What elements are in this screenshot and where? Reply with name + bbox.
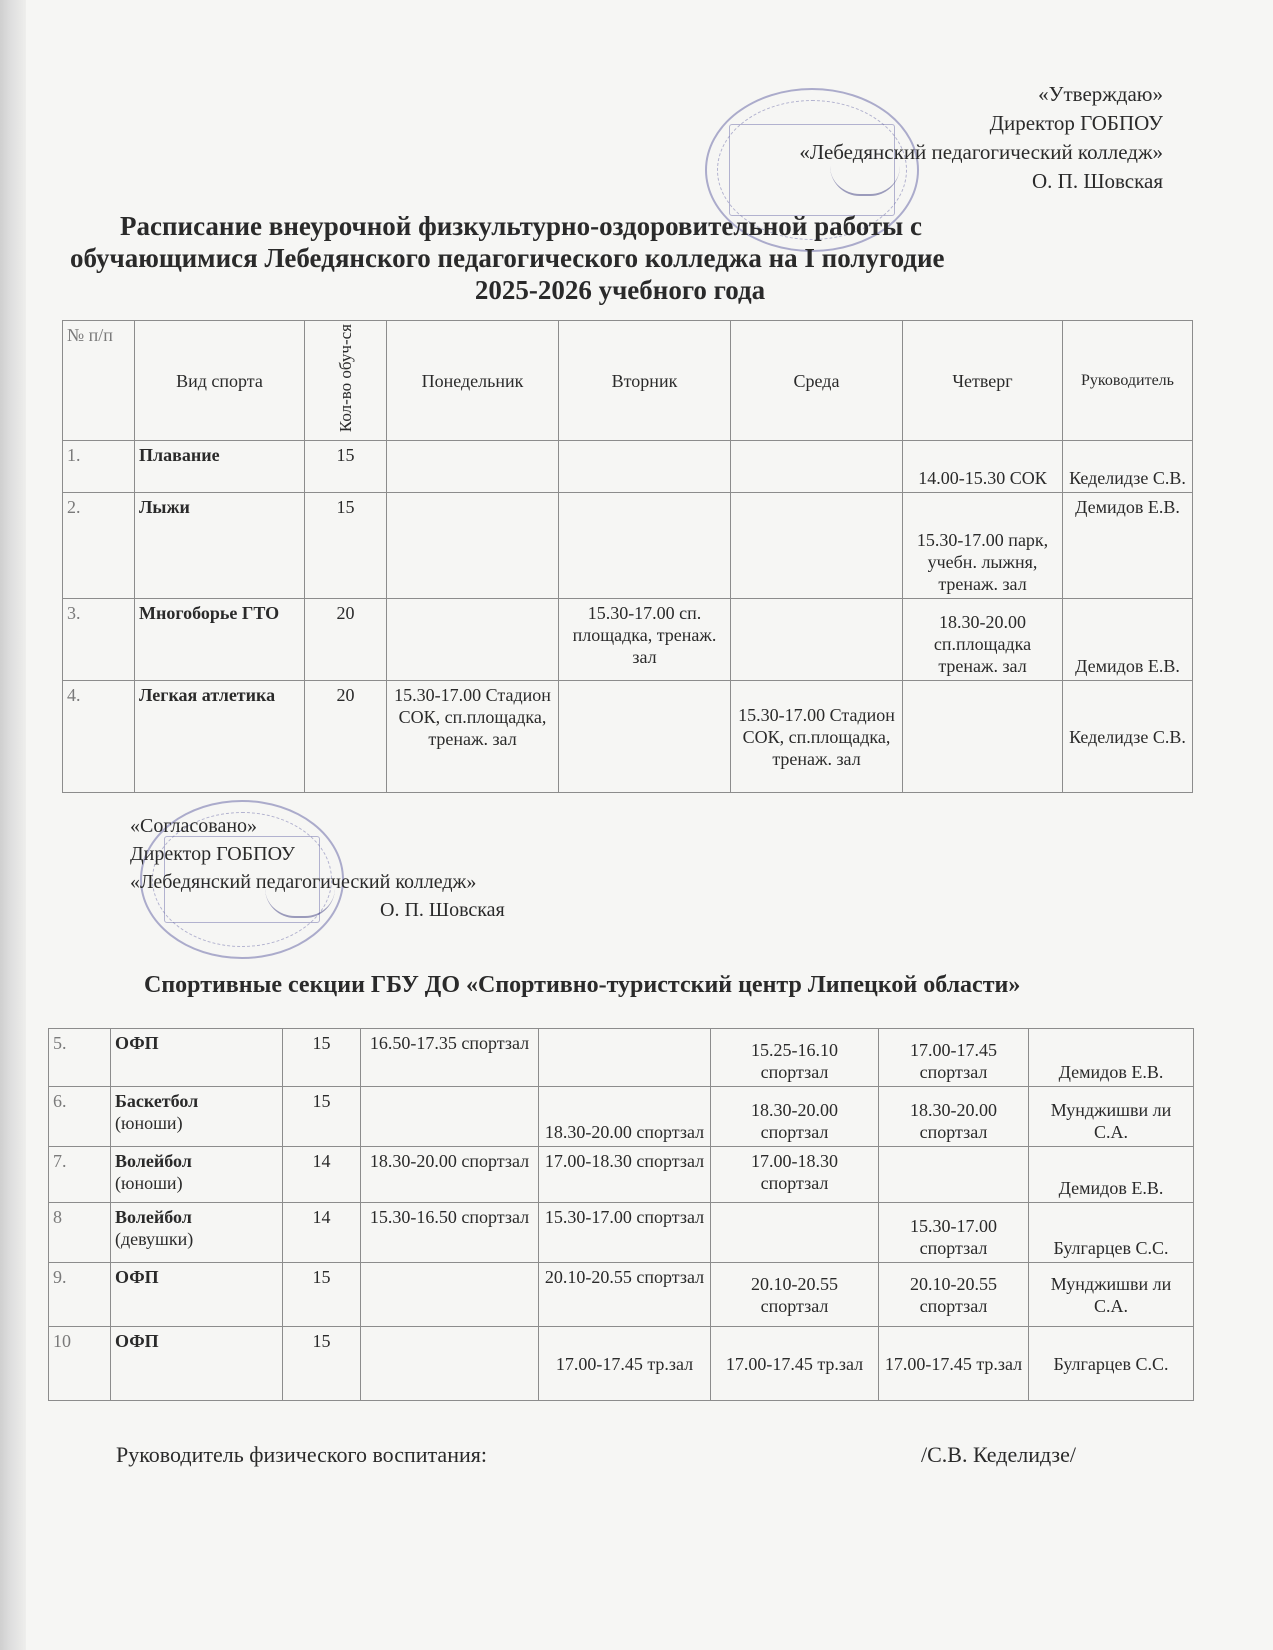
row-count: 20 bbox=[305, 681, 387, 793]
row-sport: Волейбол bbox=[115, 1207, 192, 1227]
table-row bbox=[63, 681, 1193, 793]
row-mon bbox=[387, 493, 559, 599]
header-tue: Вторник bbox=[559, 321, 731, 441]
agreed-name: О. П. Шовская bbox=[380, 899, 505, 921]
row-sport-note: (юноши) bbox=[115, 1173, 183, 1193]
row-lead: Кеделидзе С.В. bbox=[1063, 681, 1193, 793]
row-tue bbox=[559, 493, 731, 599]
row-count: 15 bbox=[283, 1087, 361, 1147]
agreed-block bbox=[130, 812, 505, 924]
row-mon bbox=[361, 1087, 539, 1147]
row-tue: 17.00-18.30 спортзал bbox=[539, 1147, 711, 1203]
row-mon bbox=[361, 1263, 539, 1327]
row-thu: 18.30-20.00 сп.площадка тренаж. зал bbox=[903, 599, 1063, 681]
row-lead: Булгарцев С.С. bbox=[1029, 1327, 1194, 1401]
title-line-3: 2025-2026 учебного года bbox=[474, 275, 766, 305]
row-count: 14 bbox=[283, 1147, 361, 1203]
row-sport: ОФП bbox=[115, 1267, 159, 1287]
table-row bbox=[63, 599, 1193, 681]
row-num: 2. bbox=[63, 493, 135, 599]
row-thu: 17.00-17.45 спортзал bbox=[879, 1029, 1029, 1087]
agreed-position: Директор ГОБПОУ bbox=[130, 843, 296, 865]
row-wed bbox=[731, 441, 903, 493]
row-lead: Булгарцев С.С. bbox=[1029, 1203, 1194, 1263]
row-mon: 15.30-17.00 Стадион СОК, сп.площадка, тренаж. зал bbox=[387, 681, 559, 793]
scan-edge bbox=[0, 0, 26, 1650]
row-sport: Многоборье ГТО bbox=[135, 599, 305, 681]
footer bbox=[116, 1442, 1076, 1468]
row-lead: Демидов Е.В. bbox=[1063, 493, 1193, 599]
row-lead: Демидов Е.В. bbox=[1029, 1029, 1194, 1087]
header-mon: Понедельник bbox=[387, 321, 559, 441]
row-sport-cell bbox=[111, 1327, 283, 1401]
row-count: 15 bbox=[283, 1327, 361, 1401]
row-sport: Баскетбол bbox=[115, 1091, 199, 1111]
table-row bbox=[49, 1147, 1194, 1203]
row-lead: Кеделидзе С.В. bbox=[1063, 441, 1193, 493]
table-row bbox=[49, 1203, 1194, 1263]
row-wed: 18.30-20.00 спортзал bbox=[711, 1087, 879, 1147]
row-thu: 14.00-15.30 СОК bbox=[903, 441, 1063, 493]
row-tue: 15.30-17.00 спортзал bbox=[539, 1203, 711, 1263]
row-sport-cell bbox=[111, 1263, 283, 1327]
row-sport-note: (девушки) bbox=[115, 1229, 194, 1249]
row-tue bbox=[559, 441, 731, 493]
row-num: 3. bbox=[63, 599, 135, 681]
row-num: 1. bbox=[63, 441, 135, 493]
row-wed bbox=[731, 493, 903, 599]
row-count: 15 bbox=[283, 1263, 361, 1327]
row-thu: 15.30-17.00 парк, учебн. лыжня, тренаж. зал bbox=[903, 493, 1063, 599]
row-count: 15 bbox=[283, 1029, 361, 1087]
row-sport-cell bbox=[111, 1029, 283, 1087]
schedule-table-sections bbox=[48, 1028, 1194, 1401]
table-row bbox=[49, 1087, 1194, 1147]
row-lead: Мунджишви ли С.А. bbox=[1029, 1263, 1194, 1327]
approval-position: Директор ГОБПОУ bbox=[989, 111, 1163, 135]
row-lead: Демидов Е.В. bbox=[1029, 1147, 1194, 1203]
row-sport: Плавание bbox=[135, 441, 305, 493]
row-num: 6. bbox=[49, 1087, 111, 1147]
row-thu: 20.10-20.55 спортзал bbox=[879, 1263, 1029, 1327]
row-sport-cell bbox=[111, 1147, 283, 1203]
approval-label: «Утверждаю» bbox=[1038, 82, 1163, 106]
header-wed: Среда bbox=[731, 321, 903, 441]
table-header-row bbox=[63, 321, 1193, 441]
row-sport: ОФП bbox=[115, 1331, 159, 1351]
row-wed bbox=[711, 1203, 879, 1263]
row-sport: Волейбол bbox=[115, 1151, 192, 1171]
title-line-2: обучающимися Лебедянского педагогического колледжа на I полугодие bbox=[70, 243, 945, 273]
agreed-label: «Согласовано» bbox=[130, 815, 258, 837]
row-thu bbox=[903, 681, 1063, 793]
header-thu: Четверг bbox=[903, 321, 1063, 441]
row-tue: 17.00-17.45 тр.зал bbox=[539, 1327, 711, 1401]
row-tue: 20.10-20.55 спортзал bbox=[539, 1263, 711, 1327]
row-mon bbox=[387, 441, 559, 493]
row-tue bbox=[539, 1029, 711, 1087]
row-num: 8 bbox=[49, 1203, 111, 1263]
header-count: Кол-во обуч-ся bbox=[335, 324, 355, 433]
row-sport-cell bbox=[111, 1087, 283, 1147]
header-lead: Руководитель bbox=[1063, 321, 1193, 441]
row-lead: Мунджишви ли С.А. bbox=[1029, 1087, 1194, 1147]
row-mon: 15.30-16.50 спортзал bbox=[361, 1203, 539, 1263]
footer-signature: /С.В. Кеделидзе/ bbox=[920, 1442, 1076, 1467]
row-wed: 17.00-17.45 тр.зал bbox=[711, 1327, 879, 1401]
row-mon: 18.30-20.00 спортзал bbox=[361, 1147, 539, 1203]
row-sport-cell bbox=[111, 1203, 283, 1263]
row-lead: Демидов Е.В. bbox=[1063, 599, 1193, 681]
row-num: 9. bbox=[49, 1263, 111, 1327]
footer-role: Руководитель физического воспитания: bbox=[116, 1442, 487, 1467]
table-row bbox=[63, 493, 1193, 599]
row-wed: 20.10-20.55 спортзал bbox=[711, 1263, 879, 1327]
header-num: № п/п bbox=[63, 321, 135, 441]
agreed-org: «Лебедянский педагогический колледж» bbox=[130, 871, 477, 893]
row-mon bbox=[361, 1327, 539, 1401]
table-row bbox=[49, 1327, 1194, 1401]
row-wed: 15.25-16.10 спортзал bbox=[711, 1029, 879, 1087]
row-thu: 17.00-17.45 тр.зал bbox=[879, 1327, 1029, 1401]
row-mon bbox=[387, 599, 559, 681]
row-sport-note: (юноши) bbox=[115, 1113, 183, 1133]
row-tue bbox=[559, 681, 731, 793]
row-num: 10 bbox=[49, 1327, 111, 1401]
row-thu: 18.30-20.00 спортзал bbox=[879, 1087, 1029, 1147]
section-subtitle: Спортивные секции ГБУ ДО «Спортивно-туристский центр Липецкой области» bbox=[144, 972, 1021, 998]
table-row bbox=[49, 1263, 1194, 1327]
approval-name: О. П. Шовская bbox=[1032, 169, 1163, 193]
table-row bbox=[63, 441, 1193, 493]
row-tue: 18.30-20.00 спортзал bbox=[539, 1087, 711, 1147]
schedule-table-main bbox=[62, 320, 1193, 793]
row-mon: 16.50-17.35 спортзал bbox=[361, 1029, 539, 1087]
row-wed: 15.30-17.00 Стадион СОК, сп.площадка, тренаж. зал bbox=[731, 681, 903, 793]
row-num: 5. bbox=[49, 1029, 111, 1087]
row-wed bbox=[731, 599, 903, 681]
title-line-1: Расписание внеурочной физкультурно-оздоровительной работы с bbox=[120, 211, 922, 241]
page-title bbox=[70, 210, 1200, 306]
row-count: 15 bbox=[305, 441, 387, 493]
row-sport: Легкая атлетика bbox=[135, 681, 305, 793]
approval-block bbox=[799, 80, 1163, 196]
row-thu: 15.30-17.00 спортзал bbox=[879, 1203, 1029, 1263]
header-sport: Вид спорта bbox=[135, 321, 305, 441]
row-sport: Лыжи bbox=[135, 493, 305, 599]
row-count: 14 bbox=[283, 1203, 361, 1263]
row-wed: 17.00-18.30 спортзал bbox=[711, 1147, 879, 1203]
row-num: 4. bbox=[63, 681, 135, 793]
approval-org: «Лебедянский педагогический колледж» bbox=[799, 140, 1163, 164]
row-count: 15 bbox=[305, 493, 387, 599]
row-count: 20 bbox=[305, 599, 387, 681]
row-sport: ОФП bbox=[115, 1033, 159, 1053]
row-thu bbox=[879, 1147, 1029, 1203]
table-row bbox=[49, 1029, 1194, 1087]
row-tue: 15.30-17.00 сп. площадка, тренаж. зал bbox=[559, 599, 731, 681]
row-num: 7. bbox=[49, 1147, 111, 1203]
